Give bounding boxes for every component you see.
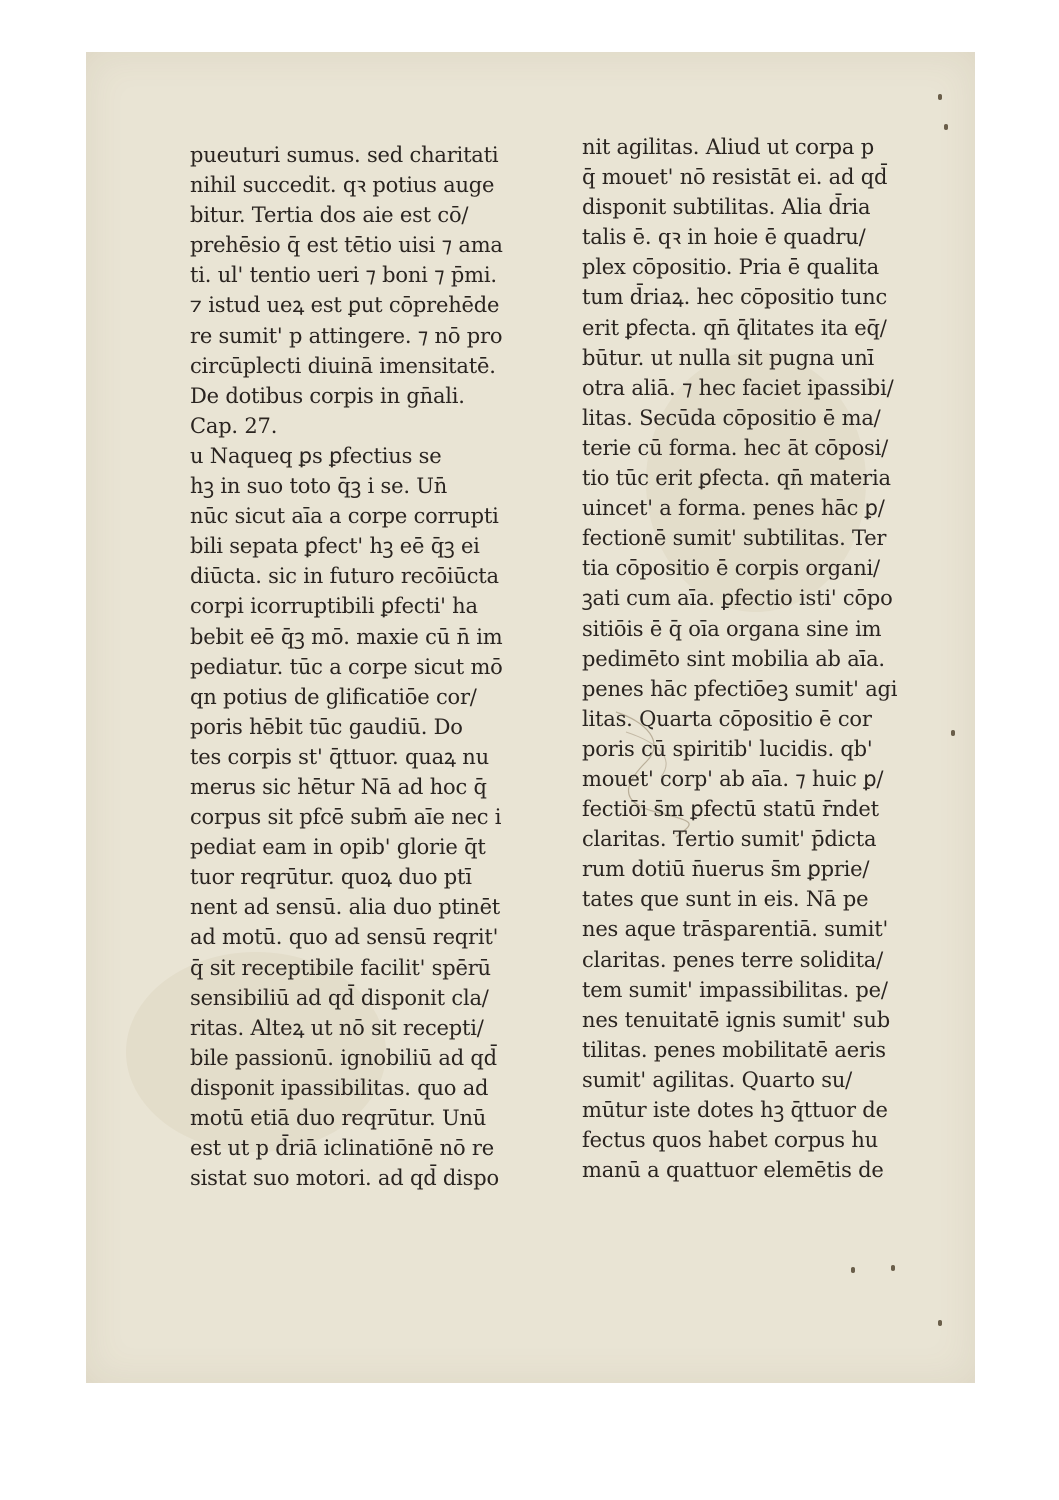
text-line: uincet' a forma. penes hāc ꝑ/ [582,496,885,521]
text-line: nent ad sensū. alia duo ptinēt [190,895,501,920]
text-line: u Naqueq ꝑs ꝑfectius se [190,443,442,468]
text-line: pueuturi sumus. sed charitati [190,143,499,167]
text-line: nes tenuitatē ignis sumit' sub [582,1007,890,1032]
text-line: Cap. 27. [190,413,278,438]
text-line: mūtur iste dotes hꝫ q̄ttuor de [582,1098,888,1122]
text-line: claritas. penes terre solidita/ [582,947,884,972]
text-line: claritas. Tertio sumit' p̄dicta [582,827,877,852]
text-line: fectus quos habet corpus hu [582,1128,878,1153]
text-line: disponit ipassibilitas. quo ad [190,1075,489,1100]
text-line: sistat suo motori. ad qd̄ dispo [190,1166,499,1191]
text-line: ꝫati cum aīa. ꝑfectio isti' cōpo [582,586,893,611]
text-line: nihil succedit. qꝛ potius auge [190,173,495,198]
ink-speck [951,730,955,736]
text-line: circūplecti diuinā imensitatē. [190,353,496,378]
text-line: pediat eam in opib' glorie q̄t [190,835,486,860]
text-line: merus sic hētur Nā ad hoc q̄ [190,774,487,799]
text-line: sitiōis ē q̄ oīa organa sine im [582,616,882,641]
text-line: otra aliā. ⁊ hec faciet ipassibi/ [582,375,894,400]
text-line: būtur. ut nulla sit pugna unī [582,345,875,370]
text-line: tio tūc erit ꝑfecta. qn̄ materia [582,466,891,491]
text-line: manū a quattuor elemētis de [582,1158,884,1183]
text-line: bebit eē q̄ꝫ mō. maxie cū n̄ im [190,624,503,649]
text-line: est ut p d̄riā iclinatiōnē nō re [190,1136,494,1161]
text-line: mouet' corp' ab aīa. ⁊ huic ꝑ/ [582,766,884,791]
text-line: ad motū. quo ad sensū reqrit' [190,925,499,950]
text-line: corpus sit pfcē subm̄ aīe nec i [190,805,502,830]
text-line: fectionē sumit' subtilitas. Ter [582,526,887,551]
text-line: tuor reqrūtur. quoꝝ duo ptī [190,865,472,890]
text-line: pediatur. tūc a corpe sicut mō [190,654,503,679]
text-line: tum d̄riaꝝ. hec cōpositio tunc [582,285,888,310]
text-line: q̄ sit receptibile facilit' spērū [190,955,491,980]
page-scan [86,52,975,1383]
text-line: terie cū forma. hec āt cōposi/ [582,435,889,460]
text-line: re sumit' p attingere. ⁊ nō pro [190,323,503,348]
text-line: nit agilitas. Aliud ut corpa p [582,135,874,159]
text-line: sensibiliū ad qd̄ disponit cla/ [190,985,489,1010]
text-line: tes corpis st' q̄ttuor. quaꝝ nu [190,744,489,769]
ink-speck [891,1265,895,1271]
text-line: diūcta. sic in futuro recōiūcta [190,564,499,589]
text-line: penes hāc pfectiōeꝫ sumit' agi [582,676,898,701]
text-line: De dotibus corpis in gn̄ali. [190,383,465,408]
text-line: ⁊ istud ueꝝ est ꝑut cōprehēde [190,293,500,318]
text-line: tia cōpositio ē corpis organi/ [582,556,880,581]
text-line: tem sumit' impassibilitas. pe/ [582,977,888,1002]
text-line: rum dotiū n̄uerus s̄m ꝑprie/ [582,857,870,882]
text-line: tilitas. penes mobilitatē aeris [582,1037,886,1062]
ink-speck [938,94,942,100]
text-line: fectiōi s̄m ꝑfectū statū r̄ndet [582,797,879,822]
text-line: prehēsio q̄ est tētio uisi ⁊ ama [190,233,503,258]
text-line: nes aque trāsparentiā. sumit' [582,917,889,942]
text-line: poris cū spiritib' lucidis. qb' [582,736,873,761]
text-line: bili sepata ꝑfect' hꝫ eē q̄ꝫ ei [190,534,480,559]
text-line: poris hēbit tūc gaudiū. Do [190,714,463,739]
left-text-column [190,140,520,1193]
text-line: ti. ul' tentio ueri ⁊ boni ⁊ p̄mi. [190,263,497,288]
text-line: q̄ mouet' nō resistāt ei. ad qd̄ [582,165,888,190]
right-text-column [582,132,912,1185]
text-line: erit ꝑfecta. qn̄ q̄litates ita eq̄/ [582,315,887,340]
text-line: motū etiā duo reqrūtur. Unū [190,1106,487,1130]
text-line: corpi icorruptibili ꝑfecti' ha [190,594,478,619]
text-line: talis ē. qꝛ in hoie ē quadru/ [582,225,866,250]
text-line: pedimēto sint mobilia ab aīa. [582,646,885,671]
ink-speck [851,1267,855,1273]
text-line: bile passionū. ignobiliū ad qd̄ [190,1045,497,1070]
ink-speck [944,124,948,130]
text-line: hꝫ in suo toto q̄ꝫ i se. Un̄ [190,474,448,499]
text-line: ritas. Alteꝝ ut nō sit recepti/ [190,1015,484,1040]
text-line: tates que sunt in eis. Nā pe [582,887,869,912]
text-line: qn potius de glificatiōe cor/ [190,684,477,709]
text-line: litas. Secūda cōpositio ē ma/ [582,405,881,430]
text-line: disponit subtilitas. Alia d̄ria [582,195,871,220]
text-line: sumit' agilitas. Quarto su/ [582,1067,853,1092]
ink-speck [938,1320,942,1326]
text-line: nūc sicut aīa a corpe corrupti [190,504,499,529]
text-line: plex cōpositio. Pria ē qualita [582,255,879,280]
text-line: litas. Quarta cōpositio ē cor [582,706,872,731]
text-line: bitur. Tertia dos aie est cō/ [190,203,469,228]
